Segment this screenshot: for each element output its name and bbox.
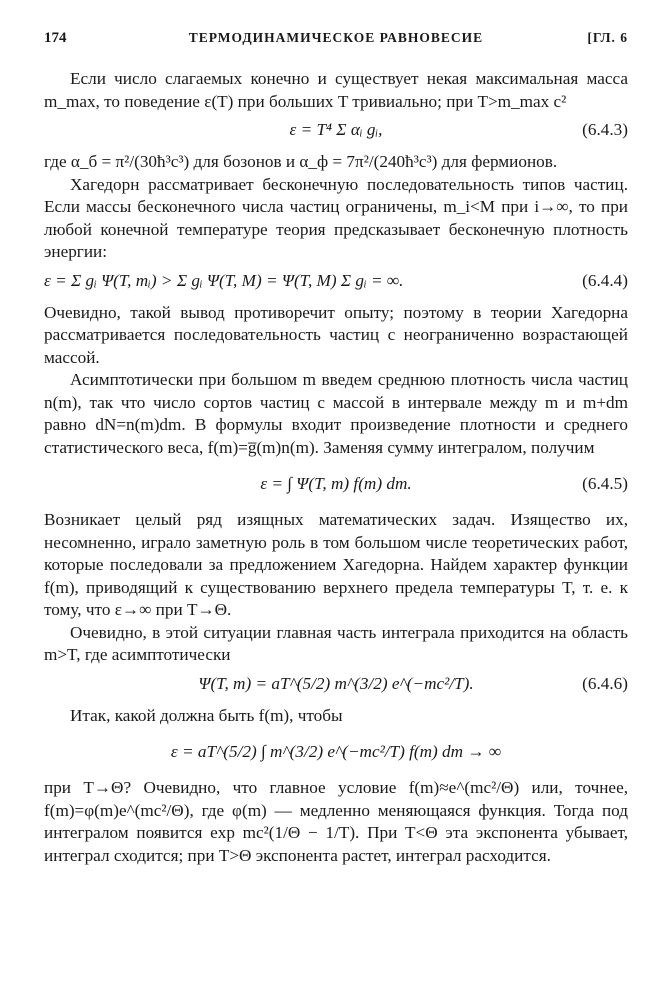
equation-6-4-5 [44,461,628,507]
equation-formula: Ψ(T, m) = aT^(5/2) m^(3/2) e^(−mc²/T). [198,673,474,693]
equation-formula: ε = ∫ Ψ(T, m) f(m) dm. [260,474,412,493]
paragraph: Асимптотически при большом m введем среднюю плотность числа частиц n(m), так что число сортов частиц с массой в интервале между m и m+dm равно dN=n(m)dm. В формулы входит произведение плотности и среднего статистического веса, f(m)=g̅(m)n(m). Заменяя сумму интегралом, получим [44,370,628,457]
paragraph: при T→Θ? Очевидно, что главное условие f(m)≈e^(mc²/Θ) или, точнее, f(m)=φ(m)e^(mc²/Θ), где φ(m) — медленно меняющаяся функция. Тогда под интегралом появится exp mc²(1/Θ − 1/T). При T<Θ эта экспонента убывает, интеграл сходится; при T>Θ экспонента растет, интеграл расходится. [44,778,628,865]
page-header [44,30,628,54]
equation-6-4-4 [44,266,628,300]
equation-number: (6.4.3) [582,120,628,139]
equation-number: (6.4.5) [582,474,628,493]
equation-formula: ε = T⁴ Σ αᵢ gᵢ, [289,120,383,139]
page-body [44,68,628,867]
chapter-label: [ГЛ. 6 [587,30,628,45]
paragraph: Очевидно, в этой ситуации главная часть интеграла приходится на область m>T, где асимптотически [44,622,628,664]
equation-6-4-3 [44,115,628,149]
equation-6-4-6 [44,669,628,703]
paragraph: Итак, какой должна быть f(m), чтобы [70,705,343,725]
page-number: 174 [44,30,67,46]
paragraph: где α_б = π²/(30ħ³c³) для бозонов и α_ф = 7π²/(240ħ³c³) для фермионов. [44,152,558,171]
equation-number: (6.4.6) [582,673,628,693]
equation-unnumbered [44,729,628,775]
paragraph: Если число слагаемых конечно и существует некая максимальная масса m_max, то поведение ε(T) при больших T тривиально; при T>m_max c² [44,69,628,111]
equation-formula: ε = Σ gᵢ Ψ(T, mᵢ) > Σ gᵢ Ψ(T, M) = Ψ(T, M) Σ gᵢ = ∞. [44,270,404,290]
equation-number: (6.4.4) [582,270,628,290]
paragraph: Хагедорн рассматривает бесконечную последовательность типов частиц. Если массы бесконечного числа частиц ограничены, m_i<M при i→∞, то при любой конечной температуре теория предсказывает бесконечную плотность энергии: [44,174,628,261]
equation-formula: ε = aT^(5/2) ∫ m^(3/2) e^(−mc²/T) f(m) dm → ∞ [170,742,502,761]
paragraph: Очевидно, такой вывод противоречит опыту; поэтому в теории Хагедорна рассматривается последовательность частиц с неограниченно возрастающей массой. [44,302,628,367]
paragraph: Возникает целый ряд изящных математических задач. Изящество их, несомненно, играло заметную роль в том большом числе теоретических работ, которые последовали за предложением Хагедорна. Найдем характер функции f(m), приводящий к существованию верхнего предела температуры T, т. е. к тому, что ε→∞ при T→Θ. [44,510,628,619]
running-title: ТЕРМОДИНАМИЧЕСКОЕ РАВНОВЕСИЕ [188,30,484,45]
